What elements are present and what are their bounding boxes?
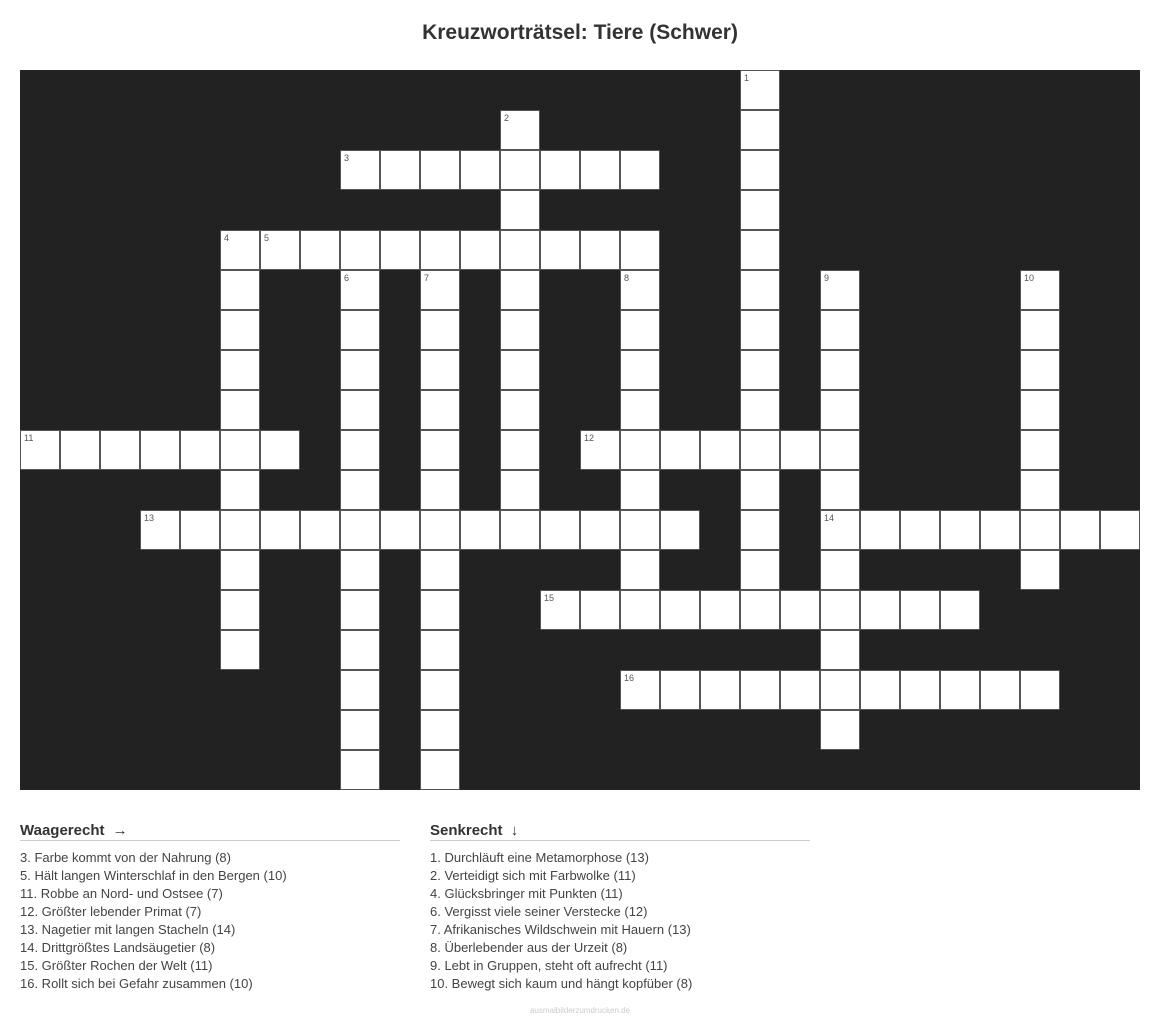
grid-cell[interactable] [420, 590, 460, 630]
grid-cell[interactable] [940, 510, 980, 550]
grid-cell[interactable] [740, 470, 780, 510]
down-heading [430, 822, 810, 841]
grid-cell[interactable] [420, 350, 460, 390]
grid-cell[interactable] [420, 270, 460, 310]
grid-cell[interactable] [820, 270, 860, 310]
grid-cell[interactable] [700, 590, 740, 630]
grid-cell[interactable] [500, 350, 540, 390]
grid-cell[interactable] [460, 150, 500, 190]
grid-cell[interactable] [740, 550, 780, 590]
grid-cell[interactable] [340, 350, 380, 390]
down-clue: 1. Durchläuft eine Metamorphose (13) [430, 850, 649, 865]
down-clue: 6. Vergisst viele seiner Verstecke (12) [430, 904, 648, 919]
across-clue: 15. Größter Rochen der Welt (11) [20, 958, 213, 973]
grid-cell[interactable] [740, 350, 780, 390]
grid-cell[interactable] [740, 70, 780, 110]
cell-number: 6 [344, 273, 350, 283]
grid-cell[interactable] [1060, 510, 1100, 550]
grid-cell[interactable] [580, 150, 620, 190]
down-clue-list [430, 849, 810, 993]
grid-cell[interactable] [1020, 270, 1060, 310]
across-clue: 12. Größter lebender Primat (7) [20, 904, 202, 919]
grid-cell[interactable] [220, 470, 260, 510]
grid-cell[interactable] [420, 230, 460, 270]
grid-cell[interactable] [220, 590, 260, 630]
grid-cell[interactable] [500, 150, 540, 190]
across-heading-label: Waagerecht [20, 822, 105, 839]
cell-number: 14 [824, 513, 835, 523]
grid-cell[interactable] [740, 510, 780, 550]
grid-cell[interactable] [820, 470, 860, 510]
grid-cell[interactable] [460, 510, 500, 550]
grid-cell[interactable] [340, 670, 380, 710]
grid-cell[interactable] [820, 510, 860, 550]
grid-cell[interactable] [860, 510, 900, 550]
grid-cell[interactable] [620, 150, 660, 190]
cell-number: 10 [1024, 273, 1035, 283]
grid-cell[interactable] [140, 510, 180, 550]
grid-cell[interactable] [700, 430, 740, 470]
grid-cell[interactable] [580, 510, 620, 550]
grid-cell[interactable] [500, 270, 540, 310]
grid-cell[interactable] [420, 470, 460, 510]
across-clue: 11. Robbe an Nord- und Ostsee (7) [20, 886, 223, 901]
grid-cell[interactable] [740, 270, 780, 310]
grid-cell[interactable] [380, 230, 420, 270]
grid-cell[interactable] [820, 550, 860, 590]
arrow-down-icon: ↓ [510, 822, 519, 839]
grid-cell[interactable] [1020, 350, 1060, 390]
cell-number: 12 [584, 433, 595, 443]
grid-cell[interactable] [1100, 510, 1140, 550]
cell-number: 9 [824, 273, 830, 283]
grid-cell[interactable] [420, 670, 460, 710]
grid-cell[interactable] [300, 510, 340, 550]
grid-cell[interactable] [700, 670, 740, 710]
grid-cell[interactable] [540, 510, 580, 550]
grid-cell[interactable] [420, 150, 460, 190]
grid-cell[interactable] [660, 430, 700, 470]
grid-cell[interactable] [620, 270, 660, 310]
down-clue: 7. Afrikanisches Wildschwein mit Hauern (13) [430, 922, 691, 937]
across-clue: 13. Nagetier mit langen Stacheln (14) [20, 922, 236, 937]
grid-cell[interactable] [500, 110, 540, 150]
grid-cell[interactable] [820, 710, 860, 750]
grid-cell[interactable] [420, 630, 460, 670]
across-clue: 16. Rollt sich bei Gefahr zusammen (10) [20, 976, 253, 991]
grid-cell[interactable] [340, 270, 380, 310]
footer-credit: ausmalbilderzumdrucken.de [529, 1006, 631, 1015]
grid-cell[interactable] [220, 270, 260, 310]
grid-cell[interactable] [1020, 550, 1060, 590]
grid-cell[interactable] [780, 590, 820, 630]
grid-cell[interactable] [820, 630, 860, 670]
grid-cell[interactable] [260, 230, 300, 270]
across-clue: 14. Drittgrößtes Landsäugetier (8) [20, 940, 216, 955]
grid-cell[interactable] [260, 430, 300, 470]
grid-cell[interactable] [220, 550, 260, 590]
grid-cell[interactable] [1020, 470, 1060, 510]
down-heading-label: Senkrecht [430, 822, 503, 839]
grid-cell[interactable] [620, 350, 660, 390]
cell-number: 11 [24, 433, 34, 443]
grid-cell[interactable] [940, 670, 980, 710]
grid-cell[interactable] [420, 430, 460, 470]
grid-cell[interactable] [340, 430, 380, 470]
cell-number: 5 [264, 233, 270, 243]
grid-cell[interactable] [620, 470, 660, 510]
grid-cell[interactable] [980, 670, 1020, 710]
grid-cell[interactable] [340, 310, 380, 350]
cell-number: 8 [624, 273, 630, 283]
grid-cell[interactable] [420, 390, 460, 430]
cell-number: 4 [224, 233, 230, 243]
grid-cell[interactable] [580, 590, 620, 630]
grid-cell[interactable] [220, 230, 260, 270]
across-heading [20, 822, 400, 841]
cell-number: 13 [144, 513, 155, 523]
grid-cell[interactable] [820, 390, 860, 430]
grid-cell[interactable] [340, 750, 380, 790]
grid-cell[interactable] [220, 430, 260, 470]
grid-cell[interactable] [340, 390, 380, 430]
grid-cell[interactable] [620, 390, 660, 430]
grid-cell[interactable] [420, 510, 460, 550]
grid-cell[interactable] [220, 390, 260, 430]
grid-cell[interactable] [740, 390, 780, 430]
cell-number: 1 [744, 73, 750, 83]
grid-cell[interactable] [540, 590, 580, 630]
grid-cell[interactable] [500, 510, 540, 550]
grid-cell[interactable] [780, 430, 820, 470]
grid-cell[interactable] [620, 510, 660, 550]
grid-cell[interactable] [620, 430, 660, 470]
grid-cell[interactable] [140, 430, 180, 470]
grid-cell[interactable] [660, 670, 700, 710]
grid-cell[interactable] [740, 310, 780, 350]
grid-cell[interactable] [740, 670, 780, 710]
grid-cell[interactable] [540, 150, 580, 190]
grid-cell[interactable] [740, 590, 780, 630]
arrow-right-icon: → [112, 822, 128, 839]
grid-cell[interactable] [420, 310, 460, 350]
down-clue: 10. Bewegt sich kaum und hängt kopfüber (8) [430, 976, 693, 991]
grid-cell[interactable] [300, 230, 340, 270]
grid-cell[interactable] [660, 510, 700, 550]
grid-cell[interactable] [620, 230, 660, 270]
grid-cell[interactable] [780, 670, 820, 710]
across-clues-section [20, 822, 400, 993]
grid-cell[interactable] [860, 590, 900, 630]
grid-cell[interactable] [900, 590, 940, 630]
cell-number: 16 [624, 673, 635, 683]
grid-cell[interactable] [500, 430, 540, 470]
grid-cell[interactable] [420, 750, 460, 790]
cell-number: 7 [424, 273, 430, 283]
grid-cell[interactable] [380, 150, 420, 190]
grid-cell[interactable] [20, 430, 60, 470]
cell-number: 2 [504, 113, 510, 123]
grid-cell[interactable] [620, 310, 660, 350]
grid-cell[interactable] [820, 350, 860, 390]
grid-cell[interactable] [500, 390, 540, 430]
grid-cell[interactable] [180, 430, 220, 470]
grid-cell[interactable] [1020, 310, 1060, 350]
grid-cell[interactable] [740, 190, 780, 230]
page-title: Kreuzworträtsel: Tiere (Schwer) [422, 21, 738, 44]
grid-cell[interactable] [1020, 670, 1060, 710]
grid-cell[interactable] [500, 230, 540, 270]
grid-cell[interactable] [740, 230, 780, 270]
grid-cell[interactable] [340, 230, 380, 270]
across-clue: 3. Farbe kommt von der Nahrung (8) [20, 850, 231, 865]
grid-cell[interactable] [500, 190, 540, 230]
grid-cell[interactable] [340, 590, 380, 630]
grid-cell[interactable] [820, 590, 860, 630]
grid-cell[interactable] [220, 630, 260, 670]
down-clue: 4. Glücksbringer mit Punkten (11) [430, 886, 623, 901]
grid-cell[interactable] [1020, 430, 1060, 470]
grid-cell[interactable] [980, 510, 1020, 550]
grid-cell[interactable] [900, 670, 940, 710]
grid-cell[interactable] [620, 550, 660, 590]
grid-cell[interactable] [1020, 390, 1060, 430]
grid-cell[interactable] [860, 670, 900, 710]
grid-cell[interactable] [460, 230, 500, 270]
down-clue: 2. Verteidigt sich mit Farbwolke (11) [430, 868, 636, 883]
grid-cell[interactable] [740, 430, 780, 470]
grid-cell[interactable] [420, 550, 460, 590]
across-clue-list [20, 849, 400, 993]
grid-cell[interactable] [820, 310, 860, 350]
grid-cell[interactable] [620, 590, 660, 630]
grid-cell[interactable] [260, 510, 300, 550]
grid-cell[interactable] [820, 430, 860, 470]
grid-cell[interactable] [340, 630, 380, 670]
grid-cell[interactable] [340, 470, 380, 510]
grid-cell[interactable] [220, 510, 260, 550]
grid-cell[interactable] [900, 510, 940, 550]
cell-number: 3 [344, 153, 350, 163]
grid-cell[interactable] [540, 230, 580, 270]
grid-cell[interactable] [580, 230, 620, 270]
grid-cell[interactable] [580, 430, 620, 470]
grid-cell[interactable] [740, 110, 780, 150]
grid-cell[interactable] [100, 430, 140, 470]
grid-cell[interactable] [340, 510, 380, 550]
down-clues-section [430, 822, 810, 993]
across-clue: 5. Hält langen Winterschlaf in den Bergen (10) [20, 868, 287, 883]
cell-number: 15 [544, 593, 555, 603]
grid-cell[interactable] [340, 150, 380, 190]
crossword-grid [20, 70, 1140, 790]
grid-cell[interactable] [1020, 510, 1060, 550]
grid-cell[interactable] [940, 590, 980, 630]
down-clue: 8. Überlebender aus der Urzeit (8) [430, 940, 628, 955]
grid-cell[interactable] [740, 150, 780, 190]
grid-cell[interactable] [660, 590, 700, 630]
grid-cell[interactable] [220, 310, 260, 350]
grid-cell[interactable] [340, 550, 380, 590]
grid-cell[interactable] [380, 510, 420, 550]
down-clue: 9. Lebt in Gruppen, steht oft aufrecht (11) [430, 958, 668, 973]
grid-cell[interactable] [340, 710, 380, 750]
grid-cell[interactable] [420, 710, 460, 750]
grid-cell[interactable] [820, 670, 860, 710]
grid-cell[interactable] [220, 350, 260, 390]
grid-cell[interactable] [60, 430, 100, 470]
grid-cell[interactable] [500, 470, 540, 510]
grid-cell[interactable] [500, 310, 540, 350]
grid-cell[interactable] [620, 670, 660, 710]
grid-cell[interactable] [180, 510, 220, 550]
